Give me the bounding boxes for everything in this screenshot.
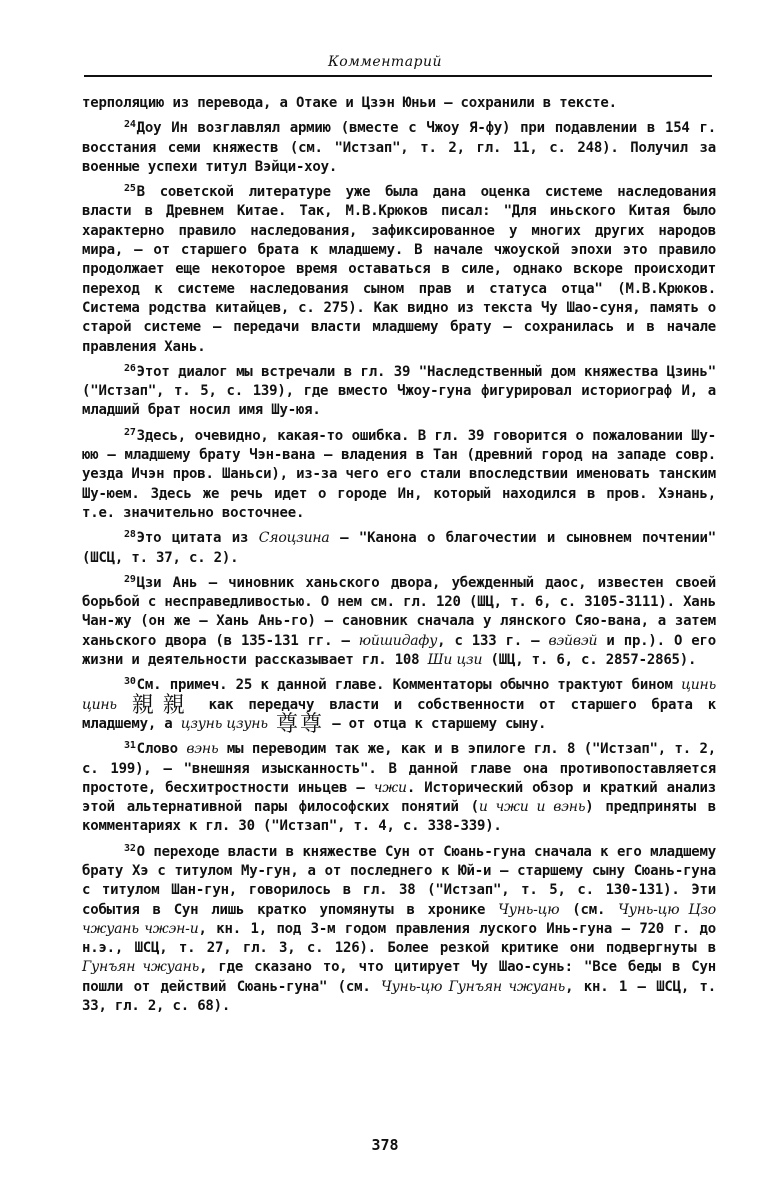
footnote-number: 26: [124, 362, 136, 374]
note-text: , кн. 1, под 3-м годом правления луского Инь-гуна — 720 г. до н.э., ШСЦ, т. 27, гл. 3, с. 126). Более резкой критике они подвергнуты в: [82, 920, 717, 957]
italic-term: вэнь: [186, 741, 219, 758]
chinese-characters: 尊尊: [275, 711, 324, 737]
footnote-number: 32: [124, 842, 136, 854]
note-text: , с 133 г. —: [437, 632, 549, 649]
italic-term: цзунь цзунь: [180, 715, 268, 732]
commentary-notes: [82, 94, 716, 1018]
footnote: [82, 423, 716, 523]
note-text: . Исторический обзор и краткий анализ этой альтернативной пары философских понятий (: [82, 779, 716, 816]
italic-term: вэйвэй: [548, 632, 598, 649]
header-rule: [84, 75, 712, 77]
footnote-number: 27: [124, 426, 136, 438]
note-text: терполяцию из перевода, а Отаке и Цзэн Юньи — сохранили в тексте.: [82, 95, 617, 111]
footnote-number: 25: [124, 183, 136, 195]
footnote: [82, 736, 716, 836]
note-text: [117, 697, 132, 713]
page-number: 378: [371, 1136, 399, 1154]
note-text: Здесь, очевидно, какая-то ошибка. В гл. 39 говорится о пожаловании Шу-юю — младшему брату Чэн-вана — владения в Тан (древний город на западе совр. уезда Ичэн пров. Шаньси), из-за чего его стали впоследствии именовать танским Шу-юем. Здесь же речь идет о городе Ин, который находился в пров. Хэнань, т.е. значительно восточнее.: [82, 427, 716, 521]
footnote: [82, 115, 716, 177]
italic-term: юйшидафу: [358, 632, 438, 649]
note-text: , где сказано то, что цитирует Чу Шао-сунь: "Все беды в Сун пошли от действий Сюань-гуна" (см.: [82, 959, 716, 995]
italic-term: Чунь-цю Цзо чжуань чжэн-и: [82, 901, 716, 937]
footnote-number: 28: [124, 529, 136, 541]
italic-term: Чунь-цю: [498, 901, 560, 918]
italic-term: Чунь-цю Гунъян чжуань: [381, 978, 566, 995]
note-text: Слово: [136, 741, 187, 758]
note-text: Цзи Ань — чиновник ханьского двора, убежденный даос, известен своей борьбой с несправедливостью. О нем см. гл. 120 (ШЦ, т. 6, с. 3105-3111). Хань Чан-жу (он же — Хань Ань-го) — сановник сначала у лянского Сяо-вана, а затем ханьского двора (в 135-131 гг. —: [82, 574, 716, 649]
italic-term: Ши цзи: [427, 652, 483, 669]
footnote: [82, 570, 716, 670]
italic-term: Гунъян чжуань: [82, 959, 200, 976]
footnote: [82, 359, 716, 421]
footnote: [82, 525, 716, 568]
italic-term: цинь цинь: [82, 677, 716, 713]
note-text: как передачу власти и собственности от старшего брата к младшему, а: [82, 696, 716, 732]
note-text: Это цитата из: [136, 530, 259, 547]
note-text: Этот диалог мы встречали в гл. 39 "Наследственный дом княжества Цзинь" ("Истзап", т. 5, с. 139), где вместо Чжоу-гуна фигурировал историограф И, а младший брат носил имя Шу-юя.: [82, 363, 716, 419]
footnote-number: 24: [124, 119, 136, 131]
italic-term: чжи: [373, 779, 407, 796]
note-text: [268, 716, 276, 732]
note-text: (см.: [559, 901, 619, 918]
note-text: мы переводим так же, как и в эпилоге гл. 8 ("Истзап", т. 2, с. 199), — "внешняя изысканность". В данной главе она противопоставляется простоте, бесхитростности иньцев —: [82, 741, 716, 796]
chinese-characters: 親親: [131, 692, 194, 718]
note-text: ) предприняты в комментариях к гл. 30 ("Истзап", т. 4, с. 338-339).: [82, 799, 716, 835]
note-text: — "Канона о благочестии и сыновнем почтении" (ШСЦ, т. 37, с. 2).: [82, 530, 717, 566]
footnote: [82, 94, 716, 113]
footnote: [82, 839, 716, 1017]
footnote-number: 30: [124, 676, 136, 688]
italic-term: и чжи и вэнь: [478, 799, 586, 816]
note-text: См. примеч. 25 к данной главе. Комментаторы обычно трактуют бином: [136, 677, 682, 694]
note-text: — от отца к старшему сыну.: [324, 715, 547, 732]
italic-term: Сяоцзина: [258, 530, 330, 547]
running-head: Комментарий: [327, 54, 443, 70]
footnote: [82, 672, 716, 737]
note-text: О переходе власти в княжестве Сун от Сюань-гуна сначала к его младшему брату Хэ с титулом Му-гун, а от последнего к Юй-и — старшему сыну Сюань-гуна с титулом Шан-гун, говорилось в гл. 38 ("Истзап", т. 5, с. 130-131). Эти события в Сун лишь кратко упомянуты в хронике: [82, 843, 716, 918]
note-text: и пр.). О его жизни и деятельности рассказывает гл. 108: [82, 632, 716, 669]
footnote: [82, 179, 716, 357]
note-text: В советской литературе уже была дана оценка системе наследования власти в Древнем Китае. Так, М.В.Крюков писал: "Для иньского Китая было характерно правило наследования, зафиксированное у многих других народов мира, — от старшего брата к младшему. В начале чжоуской эпохи это правило продолжает еще некоторое время оставаться в силе, однако вскоре происходит переход к системе наследования сыном прав и статуса отца" (М.В.Крюков. Система родства китайцев, с. 275). Как видно из текста Чу Шао-суня, память о старой системе — передачи власти младшему брату — сохранилась и в начале правления Хань.: [82, 184, 716, 355]
footnote-number: 31: [124, 740, 136, 752]
note-text: Доу Ин возглавлял армию (вместе с Чжоу Я-фу) при подавлении в 154 г. восстания семи княжеств (см. "Истзап", т. 2, гл. 11, с. 248). Получил за военные успехи титул Вэйци-хоу.: [82, 120, 716, 175]
note-text: (ШЦ, т. 6, с. 2857-2865).: [482, 652, 697, 669]
footnote-number: 29: [124, 573, 136, 585]
note-text: , кн. 1 — ШСЦ, т. 33, гл. 2, с. 68).: [82, 978, 717, 1015]
